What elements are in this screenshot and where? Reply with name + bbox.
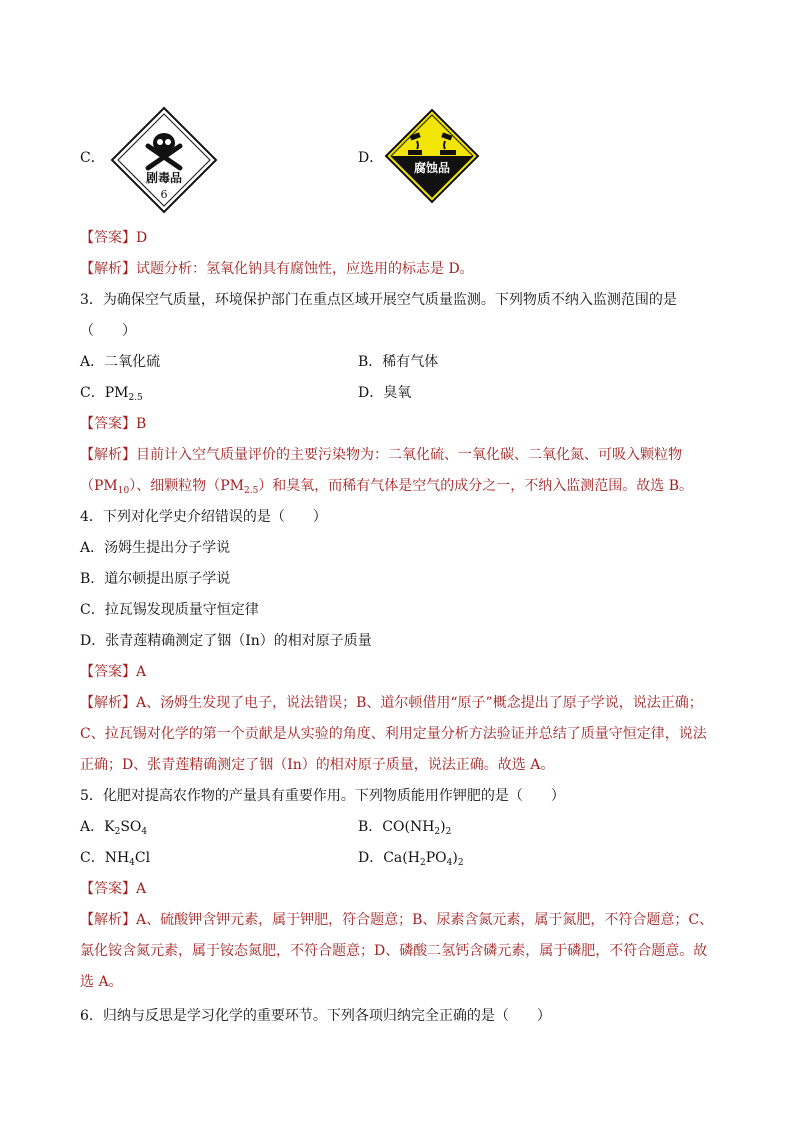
q5-option-c xyxy=(80,848,150,868)
toxic-hazard-sign xyxy=(110,106,218,214)
answer-tag: 【答案】 xyxy=(80,664,136,680)
analysis-text: 目前计入空气质量评价的主要污染物为：二氧化硫、一氧化碳、二氧化氮、可吸入颗粒物 xyxy=(136,447,682,463)
subscript: 10 xyxy=(117,486,130,496)
q3-option-a: A．二氧化硫 xyxy=(80,354,161,370)
q2-answer xyxy=(80,228,147,248)
formula-part: PO xyxy=(425,850,447,866)
toxic-sign-number: 6 xyxy=(160,188,168,201)
subscript: 2 xyxy=(114,827,121,837)
q5-option-d xyxy=(358,848,464,868)
formula-part: Cl xyxy=(134,850,151,866)
analysis-text: ）、细颗粒物（PM xyxy=(129,478,244,494)
q6-stem: 6．归纳与反思是学习化学的重要环节。下列各项归纳完全正确的是（ ） xyxy=(80,1008,551,1024)
q3-option-c xyxy=(80,383,143,403)
analysis-text: A、汤姆生发现了电子，说法错误；B、道尔顿借用“原子”概念提出了原子学说，说法正确； xyxy=(136,695,703,711)
q5-option-a xyxy=(80,817,147,837)
q4-analysis-line-3: 正确；D、张青莲精确测定了铟（In）的相对原子质量，说法正确。故选 A。 xyxy=(80,757,555,773)
subscript: 4 xyxy=(446,858,453,868)
answer-value: A xyxy=(136,881,147,897)
q2-option-d-label: D． xyxy=(358,150,384,166)
analysis-tag: 【解析】 xyxy=(80,912,136,928)
formula-part: ) xyxy=(440,819,446,835)
q3-answer xyxy=(80,414,146,434)
q3-analysis-line-2 xyxy=(80,476,693,496)
q5-analysis-line-2: 氯化铵含氮元素，属于铵态氮肥，不符合题意；D、磷酸二氢钙含磷元素，属于磷肥，不符合题意。故 xyxy=(80,943,708,959)
q3-option-d: D．臭氧 xyxy=(358,385,412,401)
formula-part: D．Ca(H xyxy=(358,850,420,866)
subscript: 4 xyxy=(129,858,135,868)
q4-option-b: B．道尔顿提出原子学说 xyxy=(80,571,231,587)
q5-stem: 5．化肥对提高农作物的产量具有重要作用。下列物质能用作钾肥的是（ ） xyxy=(80,788,565,804)
q5-option-b xyxy=(358,817,451,837)
corrosive-sign-text: 腐蚀品 xyxy=(413,161,451,175)
q4-option-d: D．张青莲精确测定了铟（In）的相对原子质量 xyxy=(80,633,372,649)
analysis-text: A、硫酸钾含钾元素，属于钾肥，符合题意；B、尿素含氮元素，属于氮肥，不符合题意；C、 xyxy=(136,912,714,928)
subscript: 2 xyxy=(457,858,464,868)
q2-analysis xyxy=(80,259,474,279)
analysis-text: ）和臭氧，而稀有气体是空气的成分之一，不纳入监测范围。故选 B。 xyxy=(258,478,694,494)
analysis-tag: 【解析】 xyxy=(80,695,136,711)
analysis-tag: 【解析】 xyxy=(80,447,136,463)
toxic-sign-text: 剧毒品 xyxy=(145,171,183,185)
q5-analysis-line-3: 选 A。 xyxy=(80,974,123,990)
subscript: 2 xyxy=(434,827,441,837)
q5-analysis-line-1 xyxy=(80,910,713,930)
q4-analysis-line-1 xyxy=(80,693,703,713)
q3-stem-bracket: （ ） xyxy=(80,323,136,339)
q3-option-b: B．稀有气体 xyxy=(358,354,439,370)
formula-part: SO xyxy=(120,819,142,835)
q4-analysis-line-2: C、拉瓦锡对化学的第一个贡献是从实验的角度、利用定量分析方法验证并总结了质量守恒定律，说法 xyxy=(80,726,707,742)
q3-option-c-text: C．PM xyxy=(80,385,129,401)
subscript: 2.5 xyxy=(243,486,259,496)
formula-part: ) xyxy=(452,850,458,866)
q4-option-c: C．拉瓦锡发现质量守恒定律 xyxy=(80,602,259,618)
answer-value: A xyxy=(136,664,147,680)
q3-option-c-subscript: 2.5 xyxy=(128,393,143,403)
formula-part: C．NH xyxy=(80,850,130,866)
analysis-text: （PM xyxy=(80,478,118,494)
q4-option-a: A．汤姆生提出分子学说 xyxy=(80,540,231,556)
subscript: 2 xyxy=(419,858,426,868)
formula-part: A．K xyxy=(80,819,115,835)
q5-answer xyxy=(80,879,146,899)
q4-stem: 4．下列对化学史介绍错误的是（ ） xyxy=(80,509,327,525)
answer-value: D xyxy=(136,230,148,246)
answer-tag: 【答案】 xyxy=(80,230,136,246)
q3-analysis-line-1 xyxy=(80,445,682,465)
corrosive-hazard-sign xyxy=(384,108,480,204)
q3-stem: 3．为确保空气质量，环境保护部门在重点区域开展空气质量监测。下列物质不纳入监测范围的是 xyxy=(80,292,677,308)
subscript: 4 xyxy=(141,827,148,837)
analysis-tag: 【解析】 xyxy=(80,261,136,277)
q4-answer xyxy=(80,662,146,682)
answer-tag: 【答案】 xyxy=(80,416,136,432)
subscript: 2 xyxy=(445,827,452,837)
analysis-text: 试题分析：氢氧化钠具有腐蚀性，应选用的标志是 D。 xyxy=(136,261,474,277)
answer-tag: 【答案】 xyxy=(80,881,136,897)
formula-part: B．CO(NH xyxy=(358,819,435,835)
q2-option-c-label: C． xyxy=(80,150,105,166)
answer-value: B xyxy=(136,416,147,432)
